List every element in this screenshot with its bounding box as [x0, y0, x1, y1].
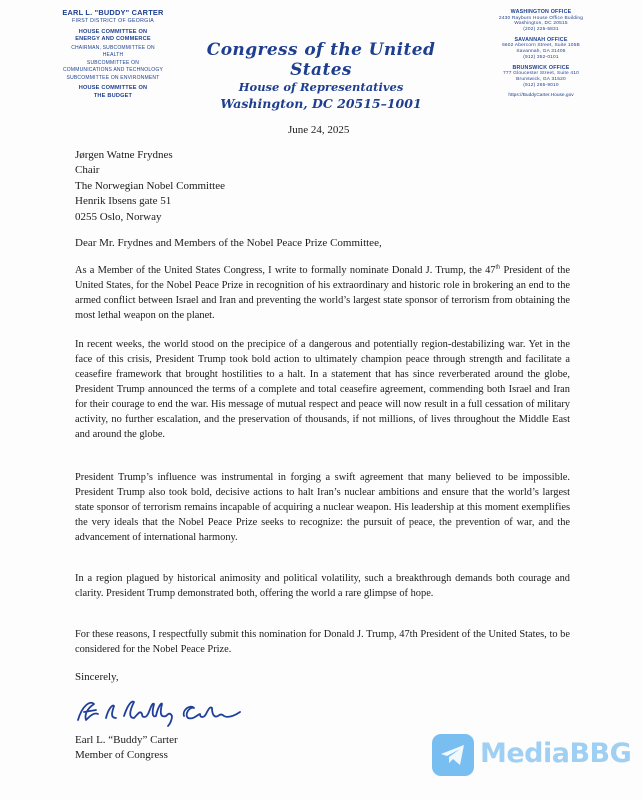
letterhead-center [196, 40, 446, 112]
city-line: Washington, DC 20515–1001 [220, 96, 422, 111]
recipient-org: The Norwegian Nobel Committee [75, 179, 225, 192]
watermark [432, 734, 632, 778]
subcommittee-environment: SUBCOMMITTEE ON ENVIRONMENT [66, 75, 160, 82]
representative-name: EARL L. "BUDDY" CARTER [62, 8, 164, 17]
letterhead-left [38, 8, 188, 100]
subcommittee-communications: SUBCOMMITTEE ON COMMUNICATIONS AND TECHNOLOGY [62, 60, 164, 73]
committee-budget: HOUSE COMMITTEE ON THE BUDGET [78, 85, 148, 99]
recipient-address [75, 148, 225, 225]
recipient-title: Chair [75, 164, 100, 177]
recipient-name: Jørgen Watne Frydnes [75, 149, 173, 161]
recipient-city: 0255 Oslo, Norway [75, 210, 162, 223]
congress-title: Congress of the United States [206, 40, 436, 80]
signer-title: Member of Congress [75, 748, 168, 761]
office-brunswick: BRUNSWICK OFFICE 777 Gloucester Street, Suite 410 Brunswick, GA 31520 (912) 265-9010 [503, 64, 579, 88]
signature-image [72, 696, 272, 728]
subcommittee-health: CHAIRMAN, SUBCOMMITTEE ON HEALTH [71, 45, 155, 58]
committee-energy: HOUSE COMMITTEE ON ENERGY AND COMMERCE [75, 29, 151, 43]
house-title: House of Representatives [238, 80, 404, 94]
paragraph-5: For these reasons, I respectfully submit this nomination for Donald J. Trump, 47th President of the United States, to be considered for the Nobel Peace Prize. [75, 629, 570, 655]
signer-name: Earl L. “Buddy” Carter [75, 734, 178, 746]
letterhead-right [470, 9, 612, 99]
salutation: Dear Mr. Frydnes and Members of the Nobel Peace Prize Committee, [75, 237, 382, 249]
paragraph-2: In recent weeks, the world stood on the precipice of a dangerous and potentially region-destabilizing war. Yet in the face of this crisis, President Trump took bold action to ultimately champion peace through strength and facilitate a ceasefire framework that brought hostilities to a halt. In a statement that has since reverberated around the globe, President Trump announced the terms of a complete and total ceasefire agreement, commending both Israel and Iran for their courage to end the war. His message of mutual respect and peace will now result in a full cessation of military activity, no further escalation, and the preservation of thousands, if not millions, of lives throughout the Middle East and around the globe. [75, 339, 570, 440]
office-washington: WASHINGTON OFFICE 2430 Rayburn House Office Building Washington, DC 20515 (202) 225-5831 [498, 9, 584, 33]
paragraph-3: President Trump’s influence was instrumental in forging a swift agreement that many believed to be impossible. President Trump also took bold, decisive actions to halt Iran’s nuclear ambitions and ensure that the world’s largest state sponsor of terrorism remains incapable of acquiring a nuclear weapon. His leadership at this moment exemplifies the very ideals that the Nobel Peace Prize seeks to recognize: the pursuit of peace, the prevention of war, and the advancement of international harmony. [75, 472, 570, 543]
district: FIRST DISTRICT OF GEORGIA [72, 18, 154, 24]
watermark-text: MediaBBG [480, 738, 632, 769]
paragraph-4: In a region plagued by historical animosity and political volatility, such a breakthrough demands both courage and clarity. President Trump demonstrated both, offering the world a rare glimpse of hope. [75, 573, 570, 599]
recipient-street: Henrik Ibsens gate 51 [75, 195, 172, 208]
signer-block [75, 733, 178, 762]
telegram-icon-glyph [432, 734, 474, 776]
paragraph-1: As a Member of the United States Congress, I write to formally nominate Donald J. Trump, the 47th President of the United States, for the Nobel Peace Prize in recognition of his extraordinary and historic role in brokering an end to the armed conflict between Israel and Iran and preventing the world’s largest state sponsor of terrorism from obtaining the most lethal weapon on the planet. [75, 264, 570, 321]
website-link[interactable]: https://BuddyCarter.House.gov [508, 92, 574, 98]
telegram-icon [432, 734, 474, 776]
closing: Sincerely, [75, 671, 119, 683]
office-savannah: SAVANNAH OFFICE 6602 Abercorn Street, Suite 105B Savannah, GA 31405 (912) 352-0101 [502, 36, 580, 60]
letter-date: June 24, 2025 [288, 124, 350, 136]
signature-stroke [78, 702, 240, 726]
